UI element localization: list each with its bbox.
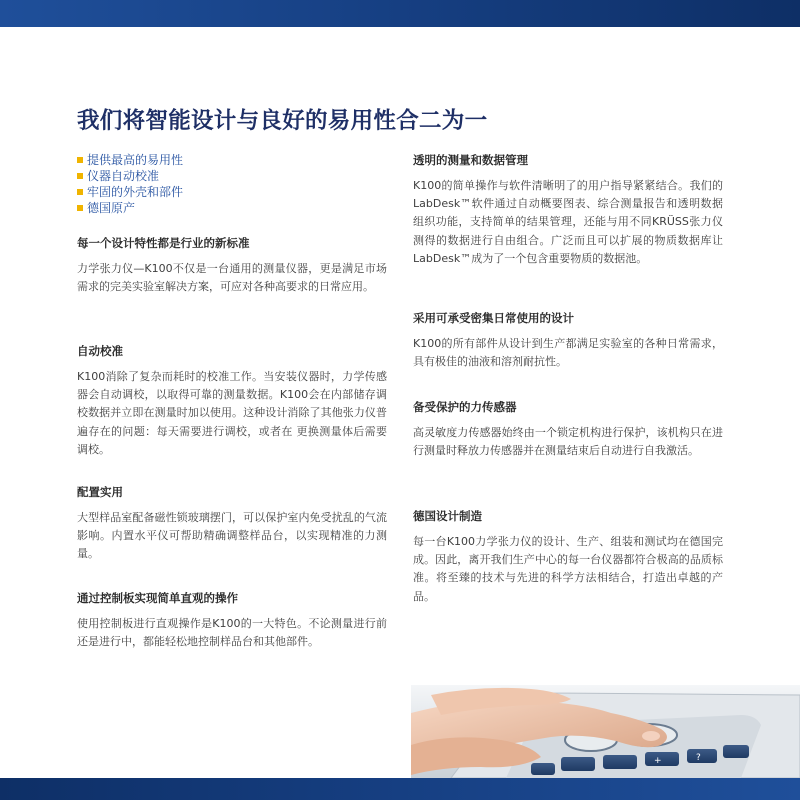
feature-label: 仪器自动校准: [87, 169, 160, 183]
section-body: K100的所有部件从设计到生产都满足实验室的各种日常需求，具有极佳的油液和溶剂耐抗性。: [413, 337, 723, 369]
control-panel-photo: [411, 685, 800, 778]
feature-item: [77, 200, 387, 216]
section-design-standard: [77, 235, 387, 296]
finger-on-keypad-illustration: [411, 685, 800, 778]
section-body: 高灵敏度力传感器始终由一个锁定机构进行保护，该机构只在进行测量时释放力传感器并在测量结束后自动进行自我激活。: [413, 426, 723, 458]
section-title: 自动校准: [77, 344, 123, 358]
section-body: K100的简单操作与软件清晰明了的用户指导紧紧结合。我们的LabDesk™软件通过自动概要图表、综合测量报告和透明数据组织功能，支持简单的结果管理，还能与用不同KRÜSS张力仪测得的数据进行自由组合。广泛而且可以扩展的物质数据库让LabDesk™成为了一个包含重要物质的数据池。: [413, 179, 723, 265]
section-body: 使用控制板进行直观操作是K100的一大特色。不论测量进行前还是进行中，都能轻松地控制样品台和其他部件。: [77, 617, 387, 649]
section-title: 采用可承受密集日常使用的设计: [413, 311, 574, 325]
section-title: 配置实用: [77, 485, 123, 499]
top-color-band: [0, 0, 800, 27]
section-made-in-germany: [413, 508, 723, 606]
feature-item: [77, 184, 387, 200]
square-bullet-icon: [77, 157, 83, 163]
section-durable-design: [413, 310, 723, 371]
section-body: K100消除了复杂而耗时的校准工作。当安装仪器时，力学传感器会自动调校，以取得可靠的测量数据。K100会在内部储存调校数据并立即在测量时加以使用。这种设计消除了其他张力仪普遍存在的问题：每天需要进行调校，或者在 更换测量体后需要调校。: [77, 370, 387, 456]
feature-label: 德国原产: [87, 201, 136, 215]
section-body: 大型样品室配备磁性锁玻璃摆门，可以保护室内免受扰乱的气流影响。内置水平仪可帮助精确调整样品台，以实现精准的力测量。: [77, 511, 387, 561]
section-title: 每一个设计特性都是行业的新标准: [77, 236, 250, 250]
feature-item: [77, 152, 387, 168]
section-data-management: [413, 152, 723, 268]
section-title: 透明的测量和数据管理: [413, 153, 528, 167]
svg-text:+: +: [654, 756, 662, 766]
section-title: 通过控制板实现简单直观的操作: [77, 591, 238, 605]
square-bullet-icon: [77, 205, 83, 211]
svg-text:?: ?: [696, 753, 701, 763]
bottom-color-band: [0, 778, 800, 800]
feature-label: 提供最高的易用性: [87, 153, 184, 167]
section-practical-config: [77, 484, 387, 564]
square-bullet-icon: [77, 189, 83, 195]
section-body: 力学张力仪—K100不仅是一台通用的测量仪器，更是满足市场需求的完美实验室解决方案，可应对各种高要求的日常应用。: [77, 262, 387, 294]
square-bullet-icon: [77, 173, 83, 179]
feature-item: [77, 168, 387, 184]
section-title: 备受保护的力传感器: [413, 400, 517, 414]
section-body: 每一台K100力学张力仪的设计、生产、组装和测试均在德国完成。因此，离开我们生产中心的每一台仪器都符合极高的品质标准。将至臻的技术与先进的科学方法相结合，打造出卓越的产品。: [413, 535, 723, 603]
feature-label: 牢固的外壳和部件: [87, 185, 184, 199]
feature-list: [77, 152, 387, 216]
section-control-panel: [77, 590, 387, 651]
section-auto-calibration: [77, 343, 387, 459]
section-title: 德国设计制造: [413, 509, 482, 523]
section-protected-sensor: [413, 399, 723, 460]
page-headline: 我们将智能设计与良好的易用性合二为一: [77, 108, 488, 134]
left-column: [77, 152, 387, 649]
